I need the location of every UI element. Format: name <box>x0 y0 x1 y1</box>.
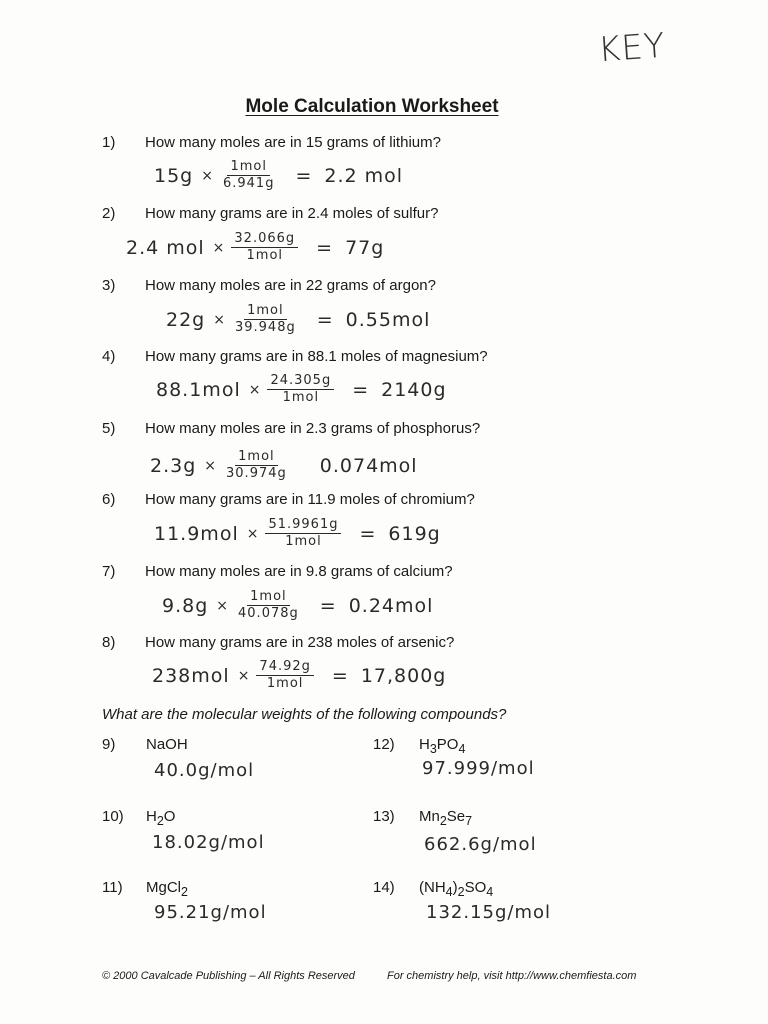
factor-denominator: 39.948g <box>234 320 296 336</box>
factor-denominator: 1mol <box>282 390 320 406</box>
compound-number: 10) <box>102 808 124 825</box>
conversion-factor <box>256 660 313 692</box>
compound-number: 11) <box>102 879 123 896</box>
equals-sign: = <box>316 236 334 259</box>
factor-numerator: 32.066g <box>231 232 298 248</box>
times-sign: × <box>212 239 226 256</box>
factor-numerator: 1mol <box>244 304 287 320</box>
question-text: How many grams are in 2.4 moles of sulfur? <box>145 205 439 222</box>
footer-copyright: © 2000 Cavalcade Publishing – All Rights Reserved <box>102 970 355 982</box>
compound-formula: $(NH_4)_2SO_4$ <box>419 879 494 899</box>
compound-number: 14) <box>373 879 395 896</box>
factor-denominator: 1mol <box>285 534 322 550</box>
conversion-factor <box>265 518 341 550</box>
question-number: 8) <box>102 634 116 651</box>
times-sign: × <box>201 167 214 184</box>
factor-numerator: 1mol <box>235 450 278 466</box>
factor-numerator: 51.9961g <box>265 518 341 534</box>
molecular-weight-answer: 95.21g/mol <box>154 902 267 923</box>
conversion-factor <box>223 450 290 482</box>
handwritten-work <box>154 518 441 550</box>
conversion-factor <box>220 160 277 192</box>
handwritten-work <box>152 660 446 692</box>
question-number: 2) <box>102 205 116 222</box>
question-text: How many grams are in 11.9 moles of chromium? <box>145 491 475 508</box>
given-quantity: 2.3g <box>150 454 197 477</box>
factor-denominator: 1mol <box>246 248 284 264</box>
molecular-weight-answer: 97.999/mol <box>422 758 535 779</box>
conversion-factor <box>267 374 334 406</box>
handwritten-work <box>126 232 384 264</box>
question-number: 1) <box>102 134 116 151</box>
answer: 0.55mol <box>345 308 431 331</box>
equals-sign: = <box>319 594 337 617</box>
handwritten-work <box>150 450 418 482</box>
answer: 77g <box>345 236 385 259</box>
factor-denominator: 40.078g <box>238 606 299 622</box>
factor-denominator: 6.941g <box>222 176 275 192</box>
answer: 0.074mol <box>319 454 418 477</box>
compound-formula: $Mn_2Se_7$ <box>419 808 473 828</box>
times-sign: × <box>246 525 260 542</box>
compound-formula: $H_3PO_4$ <box>419 736 466 756</box>
page-title: Mole Calculation Worksheet <box>245 96 499 117</box>
given-quantity: 2.4 mol <box>126 236 205 259</box>
question-text: How many grams are in 238 moles of arsenic? <box>145 634 455 651</box>
compound-formula: MgCl$_2$ <box>146 879 188 899</box>
times-sign: × <box>213 311 226 328</box>
question-number: 4) <box>102 348 116 365</box>
question-text: How many moles are in 9.8 grams of calcium? <box>145 563 453 580</box>
compound-formula: NaOH <box>146 736 188 753</box>
given-quantity: 88.1mol <box>156 378 241 401</box>
answer: 619g <box>388 522 441 545</box>
question-text: How many moles are in 15 grams of lithium? <box>145 134 441 151</box>
times-sign: × <box>248 381 262 398</box>
equals-sign: = <box>331 664 349 687</box>
answer: 0.24mol <box>348 594 434 617</box>
conversion-factor <box>232 304 299 336</box>
answer: 2140g <box>381 378 447 401</box>
times-sign: × <box>204 457 218 474</box>
equals-sign: = <box>316 308 334 331</box>
factor-denominator: 1mol <box>266 676 304 692</box>
given-quantity: 9.8g <box>162 594 209 617</box>
given-quantity: 15g <box>154 164 194 187</box>
times-sign: × <box>216 597 230 614</box>
question-number: 5) <box>102 420 116 437</box>
question-text: How many moles are in 2.3 grams of phosphorus? <box>145 420 481 437</box>
factor-denominator: 30.974g <box>226 466 287 482</box>
question-text: How many grams are in 88.1 moles of magnesium? <box>145 348 488 365</box>
answer: 17,800g <box>360 664 447 687</box>
section-heading: What are the molecular weights of the following compounds? <box>102 706 507 723</box>
conversion-factor <box>235 590 302 622</box>
molecular-weight-answer: 132.15g/mol <box>426 902 552 923</box>
handwritten-work <box>156 374 447 406</box>
molecular-weight-answer: 40.0g/mol <box>154 760 255 781</box>
question-text: How many moles are in 22 grams of argon? <box>145 277 436 294</box>
handwritten-work <box>162 590 433 622</box>
factor-numerator: 24.305g <box>267 374 334 390</box>
compound-number: 13) <box>373 808 395 825</box>
key-label: KEY <box>596 25 667 71</box>
equals-sign: = <box>352 378 370 401</box>
equals-sign: = <box>359 522 377 545</box>
compound-number: 12) <box>373 736 395 753</box>
handwritten-work <box>166 304 430 336</box>
compound-formula: $H_2O$ <box>146 808 176 828</box>
compound-number: 9) <box>102 736 116 753</box>
factor-numerator: 1mol <box>247 590 290 606</box>
times-sign: × <box>237 667 251 684</box>
factor-numerator: 74.92g <box>256 660 313 676</box>
given-quantity: 11.9mol <box>154 522 239 545</box>
question-number: 6) <box>102 491 116 508</box>
question-number: 3) <box>102 277 116 294</box>
handwritten-work <box>154 160 403 192</box>
given-quantity: 22g <box>166 308 206 331</box>
footer-help-link: For chemistry help, visit http://www.chemfiesta.com <box>387 970 637 982</box>
molecular-weight-answer: 662.6g/mol <box>424 834 537 855</box>
answer: 2.2 mol <box>324 164 404 187</box>
given-quantity: 238mol <box>152 664 230 687</box>
equals-sign: = <box>295 164 313 187</box>
factor-numerator: 1mol <box>227 160 270 176</box>
molecular-weight-answer: 18.02g/mol <box>152 832 265 853</box>
question-number: 7) <box>102 563 116 580</box>
conversion-factor <box>231 232 298 264</box>
